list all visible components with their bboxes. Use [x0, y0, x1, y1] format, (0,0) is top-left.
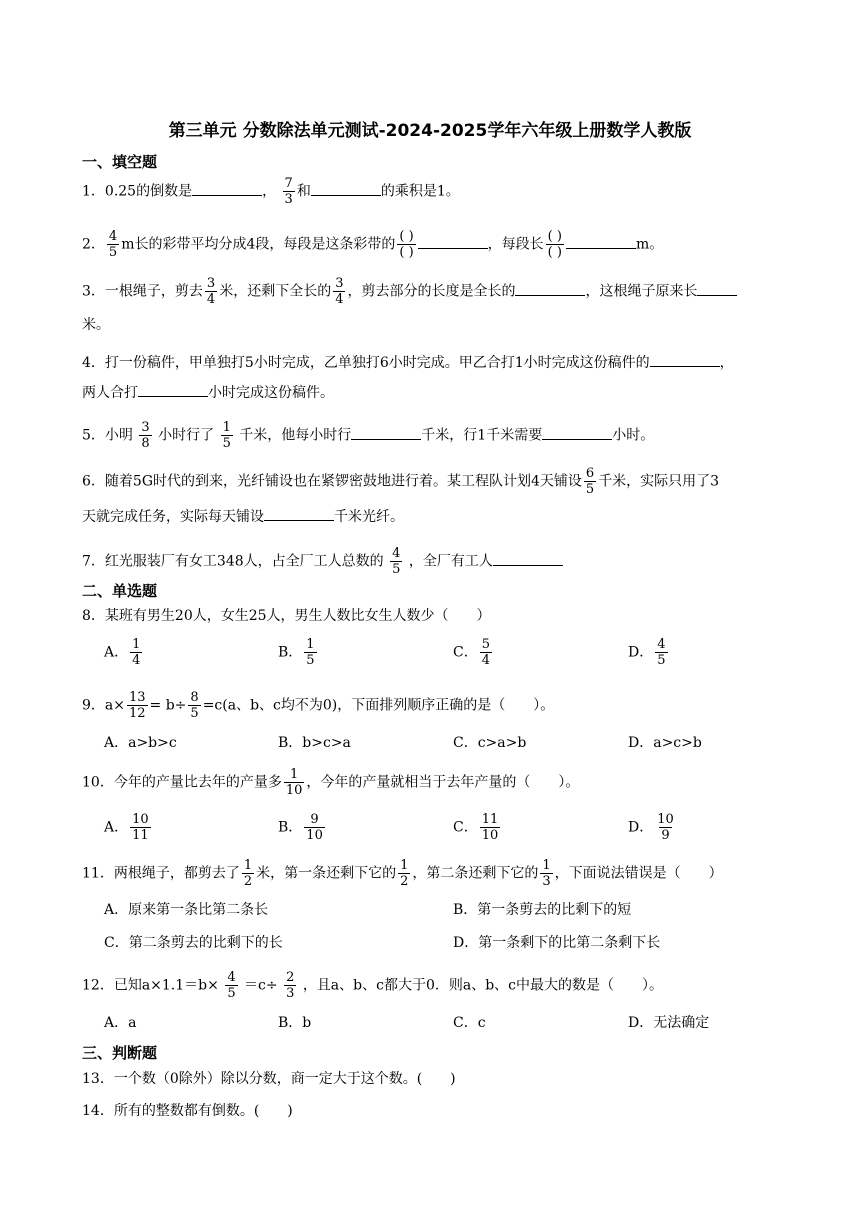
option-a[interactable]: A． $\frac{1}{4}$: [104, 637, 141, 668]
fraction-placeholder: ( ) ( ): [399, 229, 414, 260]
question-3-cont: 米。: [82, 317, 110, 333]
answer-blank[interactable]: [493, 551, 563, 566]
option-d[interactable]: D．a>c>b: [628, 735, 702, 751]
question-6-cont: 天就完成任务，实际每天铺设 千米光纤。: [82, 506, 404, 527]
option-c[interactable]: C．第二条剪去的比剩下的长: [104, 935, 283, 951]
option-a[interactable]: A．a>b>c: [104, 735, 177, 751]
answer-blank[interactable]: [566, 234, 636, 249]
question-3: 3．一根绳子，剪去 $\frac{3}{4}$ 米，还剩下全长的 $\frac{3}{4}$ ，剪去部分的长度是全长的 ，这根绳子原来长: [82, 276, 737, 307]
section-heading-single-choice: 二、单选题: [82, 582, 158, 600]
fraction: $\frac{2}{3}$: [286, 970, 295, 1001]
option-d[interactable]: D． $\frac{10}{9}$: [628, 812, 674, 843]
option-c[interactable]: C． $\frac{5}{4}$: [453, 637, 490, 668]
section-heading-true-false: 三、判断题: [82, 1044, 158, 1062]
fraction: $\frac{7}{3}$: [284, 176, 293, 207]
option-b[interactable]: B．b>c>a: [278, 735, 351, 751]
fraction: $\frac{8}{5}$: [190, 690, 199, 721]
question-1: 1．0.25的倒数是 ， $\frac{7}{3}$ 和 的乘积是1。: [82, 176, 460, 207]
question-6: 6．随着5G时代的到来，光纤铺设也在紧锣密鼓地进行着。某工程队计划4天铺设 $\frac{6}{5}$ 千米，实际只用了3: [82, 466, 720, 497]
answer-blank[interactable]: [351, 425, 421, 440]
fraction: $\frac{1}{2}$: [400, 858, 409, 889]
question-11: 11．两根绳子，都剪去了 $\frac{1}{2}$ 米，第一条还剩下它的 $\frac{1}{2}$ ，第二条还剩下它的 $\frac{1}{3}$ ，下面说法错误是（ ）: [82, 858, 723, 889]
answer-blank[interactable]: [697, 281, 737, 296]
fraction-placeholder: ( ) ( ): [547, 229, 562, 260]
answer-blank[interactable]: [311, 181, 381, 196]
answer-blank[interactable]: [542, 425, 612, 440]
answer-blank[interactable]: [138, 382, 208, 397]
option-d[interactable]: D．第一条剩下的比第二条剩下长: [453, 935, 661, 951]
option-d[interactable]: D．无法确定: [628, 1015, 710, 1031]
question-12: 12．已知a×1.1＝b× $\frac{4}{5}$ ＝c÷ $\frac{2}{3}$ ，且a、b、c都大于0．则a、b、c中最大的数是（ ）。: [82, 970, 664, 1001]
option-a[interactable]: A．a: [104, 1015, 137, 1031]
option-c[interactable]: C．c>a>b: [453, 735, 527, 751]
question-13: 13．一个数（0除外）除以分数，商一定大于这个数。( ): [82, 1071, 456, 1087]
question-4-cont: 两人合打 小时完成这份稿件。: [82, 382, 334, 403]
answer-blank[interactable]: [515, 281, 585, 296]
option-c[interactable]: C． $\frac{11}{10}$: [453, 812, 499, 843]
question-8: 8．某班有男生20人，女生25人，男生人数比女生人数少（ ）: [82, 608, 491, 624]
fraction: $\frac{3}{4}$: [335, 276, 344, 307]
option-a[interactable]: A．原来第一条比第二条长: [104, 902, 269, 918]
question-2: 2． $\frac{4}{5}$ m长的彩带平均分成4段，每段是这条彩带的 ( ) ( ) ，每段长 ( ) ( ) m。: [82, 229, 664, 260]
fraction: $\frac{1}{2}$: [243, 858, 253, 889]
fraction: $\frac{1}{5}$: [222, 420, 231, 451]
section-heading-fill-in: 一、填空题: [82, 153, 158, 171]
fraction: $\frac{4}{5}$: [108, 229, 118, 260]
option-a[interactable]: A． $\frac{10}{11}$: [104, 812, 149, 843]
question-10: 10．今年的产量比去年的产量多 $\frac{1}{10}$ ，今年的产量就相当于去年产量的（ ）。: [82, 767, 580, 798]
fraction: $\frac{1}{3}$: [542, 858, 551, 889]
question-5: 5．小明 $\frac{3}{8}$ 小时行了 $\frac{1}{5}$ 千米，他每小时行 千米，行1千米需要 小时。: [82, 420, 655, 451]
fraction: $\frac{4}{5}$: [392, 546, 401, 577]
fraction: $\frac{13}{12}$: [128, 690, 146, 721]
option-b[interactable]: B．第一条剪去的比剩下的短: [453, 902, 632, 918]
option-b[interactable]: B． $\frac{9}{10}$: [278, 812, 323, 843]
fraction: $\frac{3}{8}$: [141, 420, 150, 451]
question-9: 9．a× $\frac{13}{12}$ = b÷ $\frac{8}{5}$ =c(a、b、c均不为0)，下面排列顺序正确的是（ ）。: [82, 690, 555, 721]
fraction: $\frac{6}{5}$: [585, 466, 595, 497]
answer-blank[interactable]: [418, 234, 488, 249]
answer-blank[interactable]: [192, 181, 262, 196]
question-4: 4．打一份稿件，甲单独打5小时完成，乙单独打6小时完成。甲乙合打1小时完成这份稿件的 ，: [82, 352, 734, 373]
answer-blank[interactable]: [650, 352, 720, 367]
fraction: $\frac{1}{10}$: [285, 767, 303, 798]
option-b[interactable]: B．b: [278, 1015, 312, 1031]
fraction: $\frac{4}{5}$: [227, 970, 236, 1001]
option-b[interactable]: B． $\frac{1}{5}$: [278, 637, 315, 668]
answer-blank[interactable]: [264, 506, 334, 521]
fraction: $\frac{3}{4}$: [206, 276, 216, 307]
option-c[interactable]: C．c: [453, 1015, 486, 1031]
question-7: 7．红光服装厂有女工348人，占全厂工人总数的 $\frac{4}{5}$ ，全厂有工人: [82, 546, 563, 577]
page-title: 第三单元 分数除法单元测试-2024-2025学年六年级上册数学人教版: [168, 121, 692, 141]
option-d[interactable]: D． $\frac{4}{5}$: [628, 637, 666, 668]
question-14: 14．所有的整数都有倒数。( ): [82, 1103, 293, 1119]
